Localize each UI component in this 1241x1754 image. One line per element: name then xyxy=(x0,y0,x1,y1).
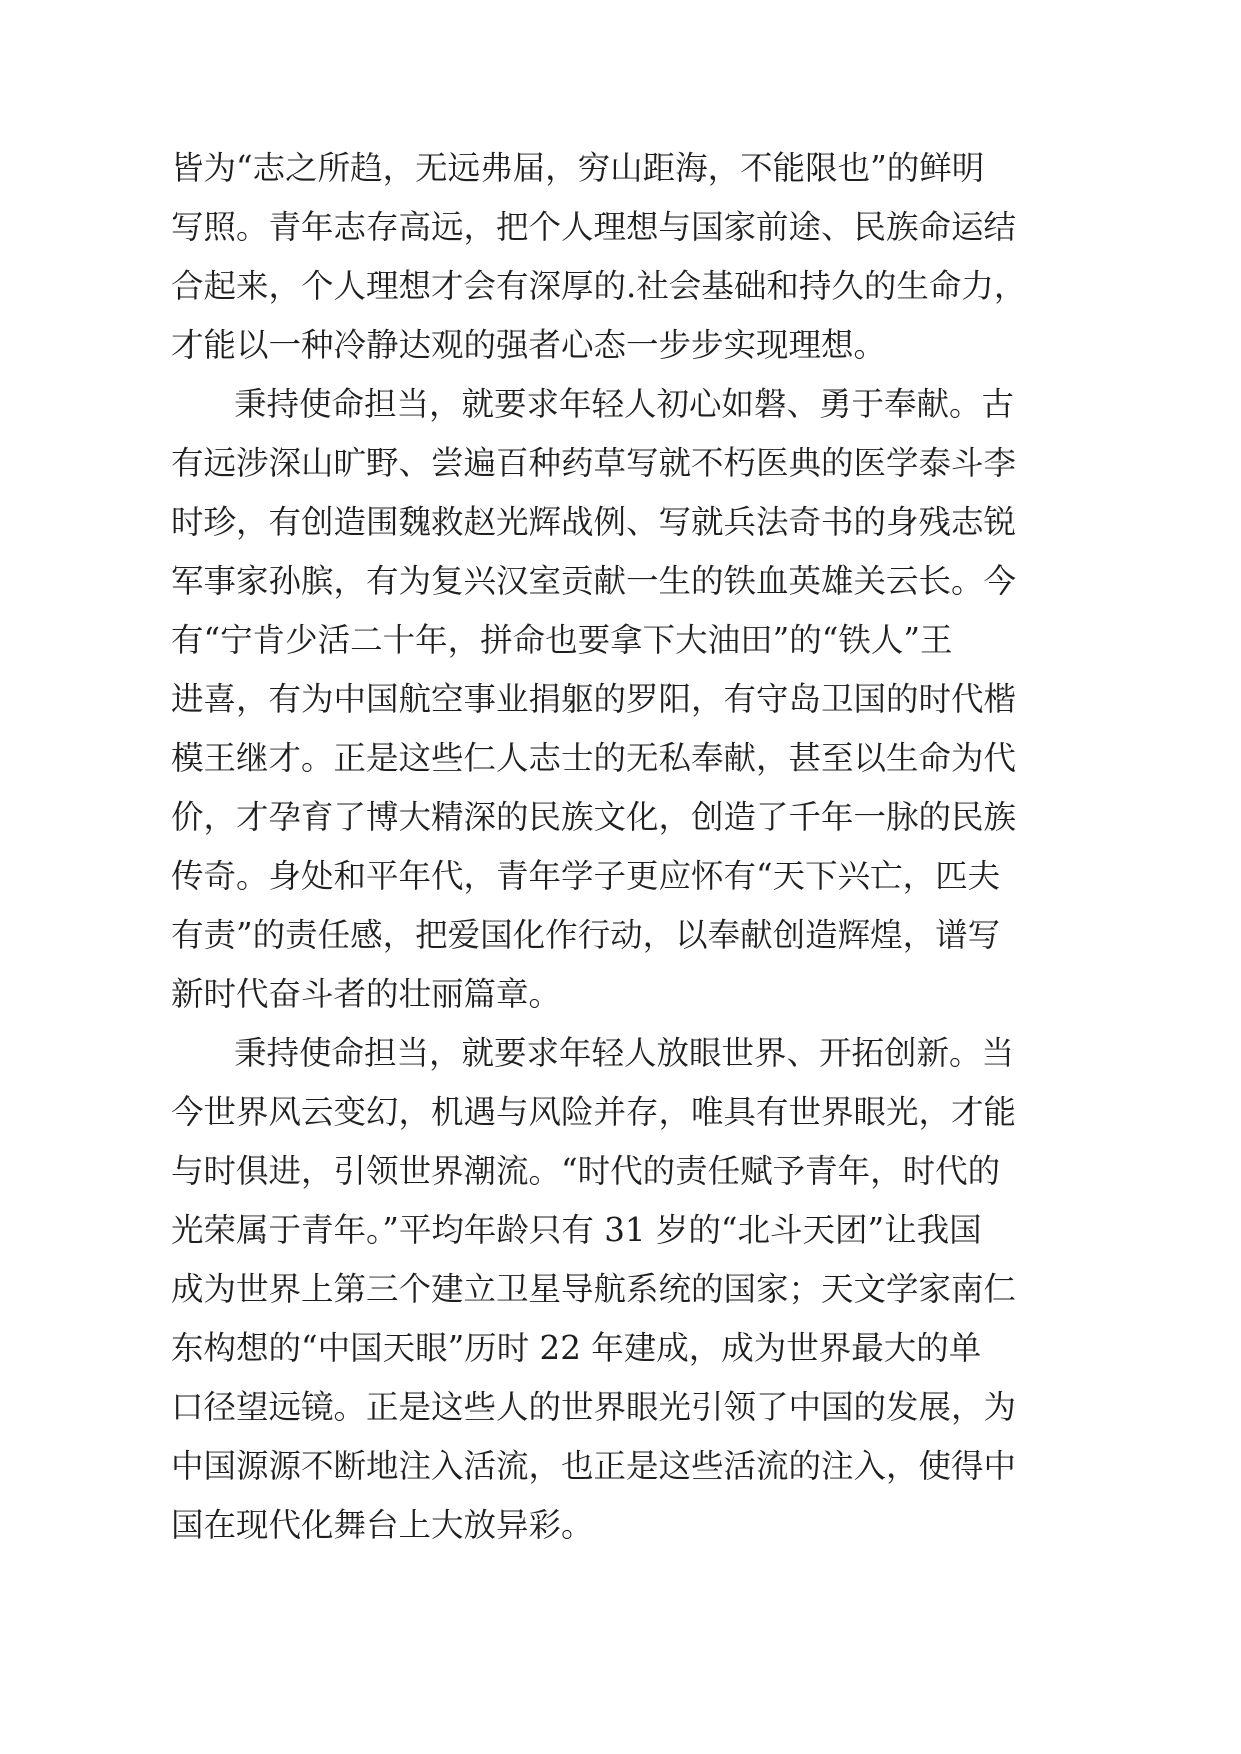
text-line: 今世界风云变幻，机遇与风险并存，唯具有世界眼光，才能 xyxy=(171,1093,1017,1131)
text-line: 新时代奋斗者的壮丽篇章。 xyxy=(171,975,562,1013)
text-line: 有责”的责任感，把爱国化作行动，以奉献创造辉煌，谱写 xyxy=(171,916,1001,954)
text-line: 写照。青年志存高远，把个人理想与国家前途、民族命运结 xyxy=(171,208,1017,246)
text-line: 合起来，个人理想才会有深厚的.社会基础和持久的生命力， xyxy=(171,267,1027,305)
paragraph-first-line: 秉持使命担当，就要求年轻人初心如磐、勇于奉献。古 xyxy=(234,385,1015,423)
text-line: 口径望远镜。正是这些人的世界眼光引领了中国的发展，为 xyxy=(171,1388,1017,1426)
text-line: 皆为“志之所趋，无远弗届，穷山距海，不能限也”的鲜明 xyxy=(171,149,985,187)
text-line: 东构想的“中国天眼”历时 22 年建成，成为世界最大的单 xyxy=(171,1329,982,1367)
text-line: 与时俱进，引领世界潮流。“时代的责任赋予青年，时代的 xyxy=(171,1152,1001,1190)
paragraph-first-line: 秉持使命担当，就要求年轻人放眼世界、开拓创新。当 xyxy=(234,1034,1015,1072)
text-line: 模王继才。正是这些仁人志士的无私奉献，甚至以生命为代 xyxy=(171,739,1017,777)
text-line: 国在现代化舞台上大放异彩。 xyxy=(171,1506,594,1544)
text-line: 军事家孙膑，有为复兴汉室贡献一生的铁血英雄关云长。今 xyxy=(171,562,1017,600)
text-line: 成为世界上第三个建立卫星导航系统的国家；天文学家南仁 xyxy=(171,1270,1017,1308)
text-line: 中国源源不断地注入活流，也正是这些活流的注入，使得中 xyxy=(171,1447,1017,1485)
text-line: 时珍，有创造围魏救赵光辉战例、写就兵法奇书的身残志锐 xyxy=(171,503,1017,541)
text-line: 传奇。身处和平年代，青年学子更应怀有“天下兴亡，匹夫 xyxy=(171,857,1001,895)
text-line: 有“宁肯少活二十年，拼命也要拿下大油田”的“铁人”王 xyxy=(171,621,953,659)
text-line: 才能以一种冷静达观的强者心态一步步实现理想。 xyxy=(171,326,887,364)
text-line: 价，才孕育了博大精深的民族文化，创造了千年一脉的民族 xyxy=(171,798,1017,836)
text-line: 光荣属于青年。”平均年龄只有 31 岁的“北斗天团”让我国 xyxy=(171,1211,982,1249)
text-line: 有远涉深山旷野、尝遍百种药草写就不朽医典的医学泰斗李 xyxy=(171,444,1017,482)
text-line: 进喜，有为中国航空事业捐躯的罗阳，有守岛卫国的时代楷 xyxy=(171,680,1017,718)
